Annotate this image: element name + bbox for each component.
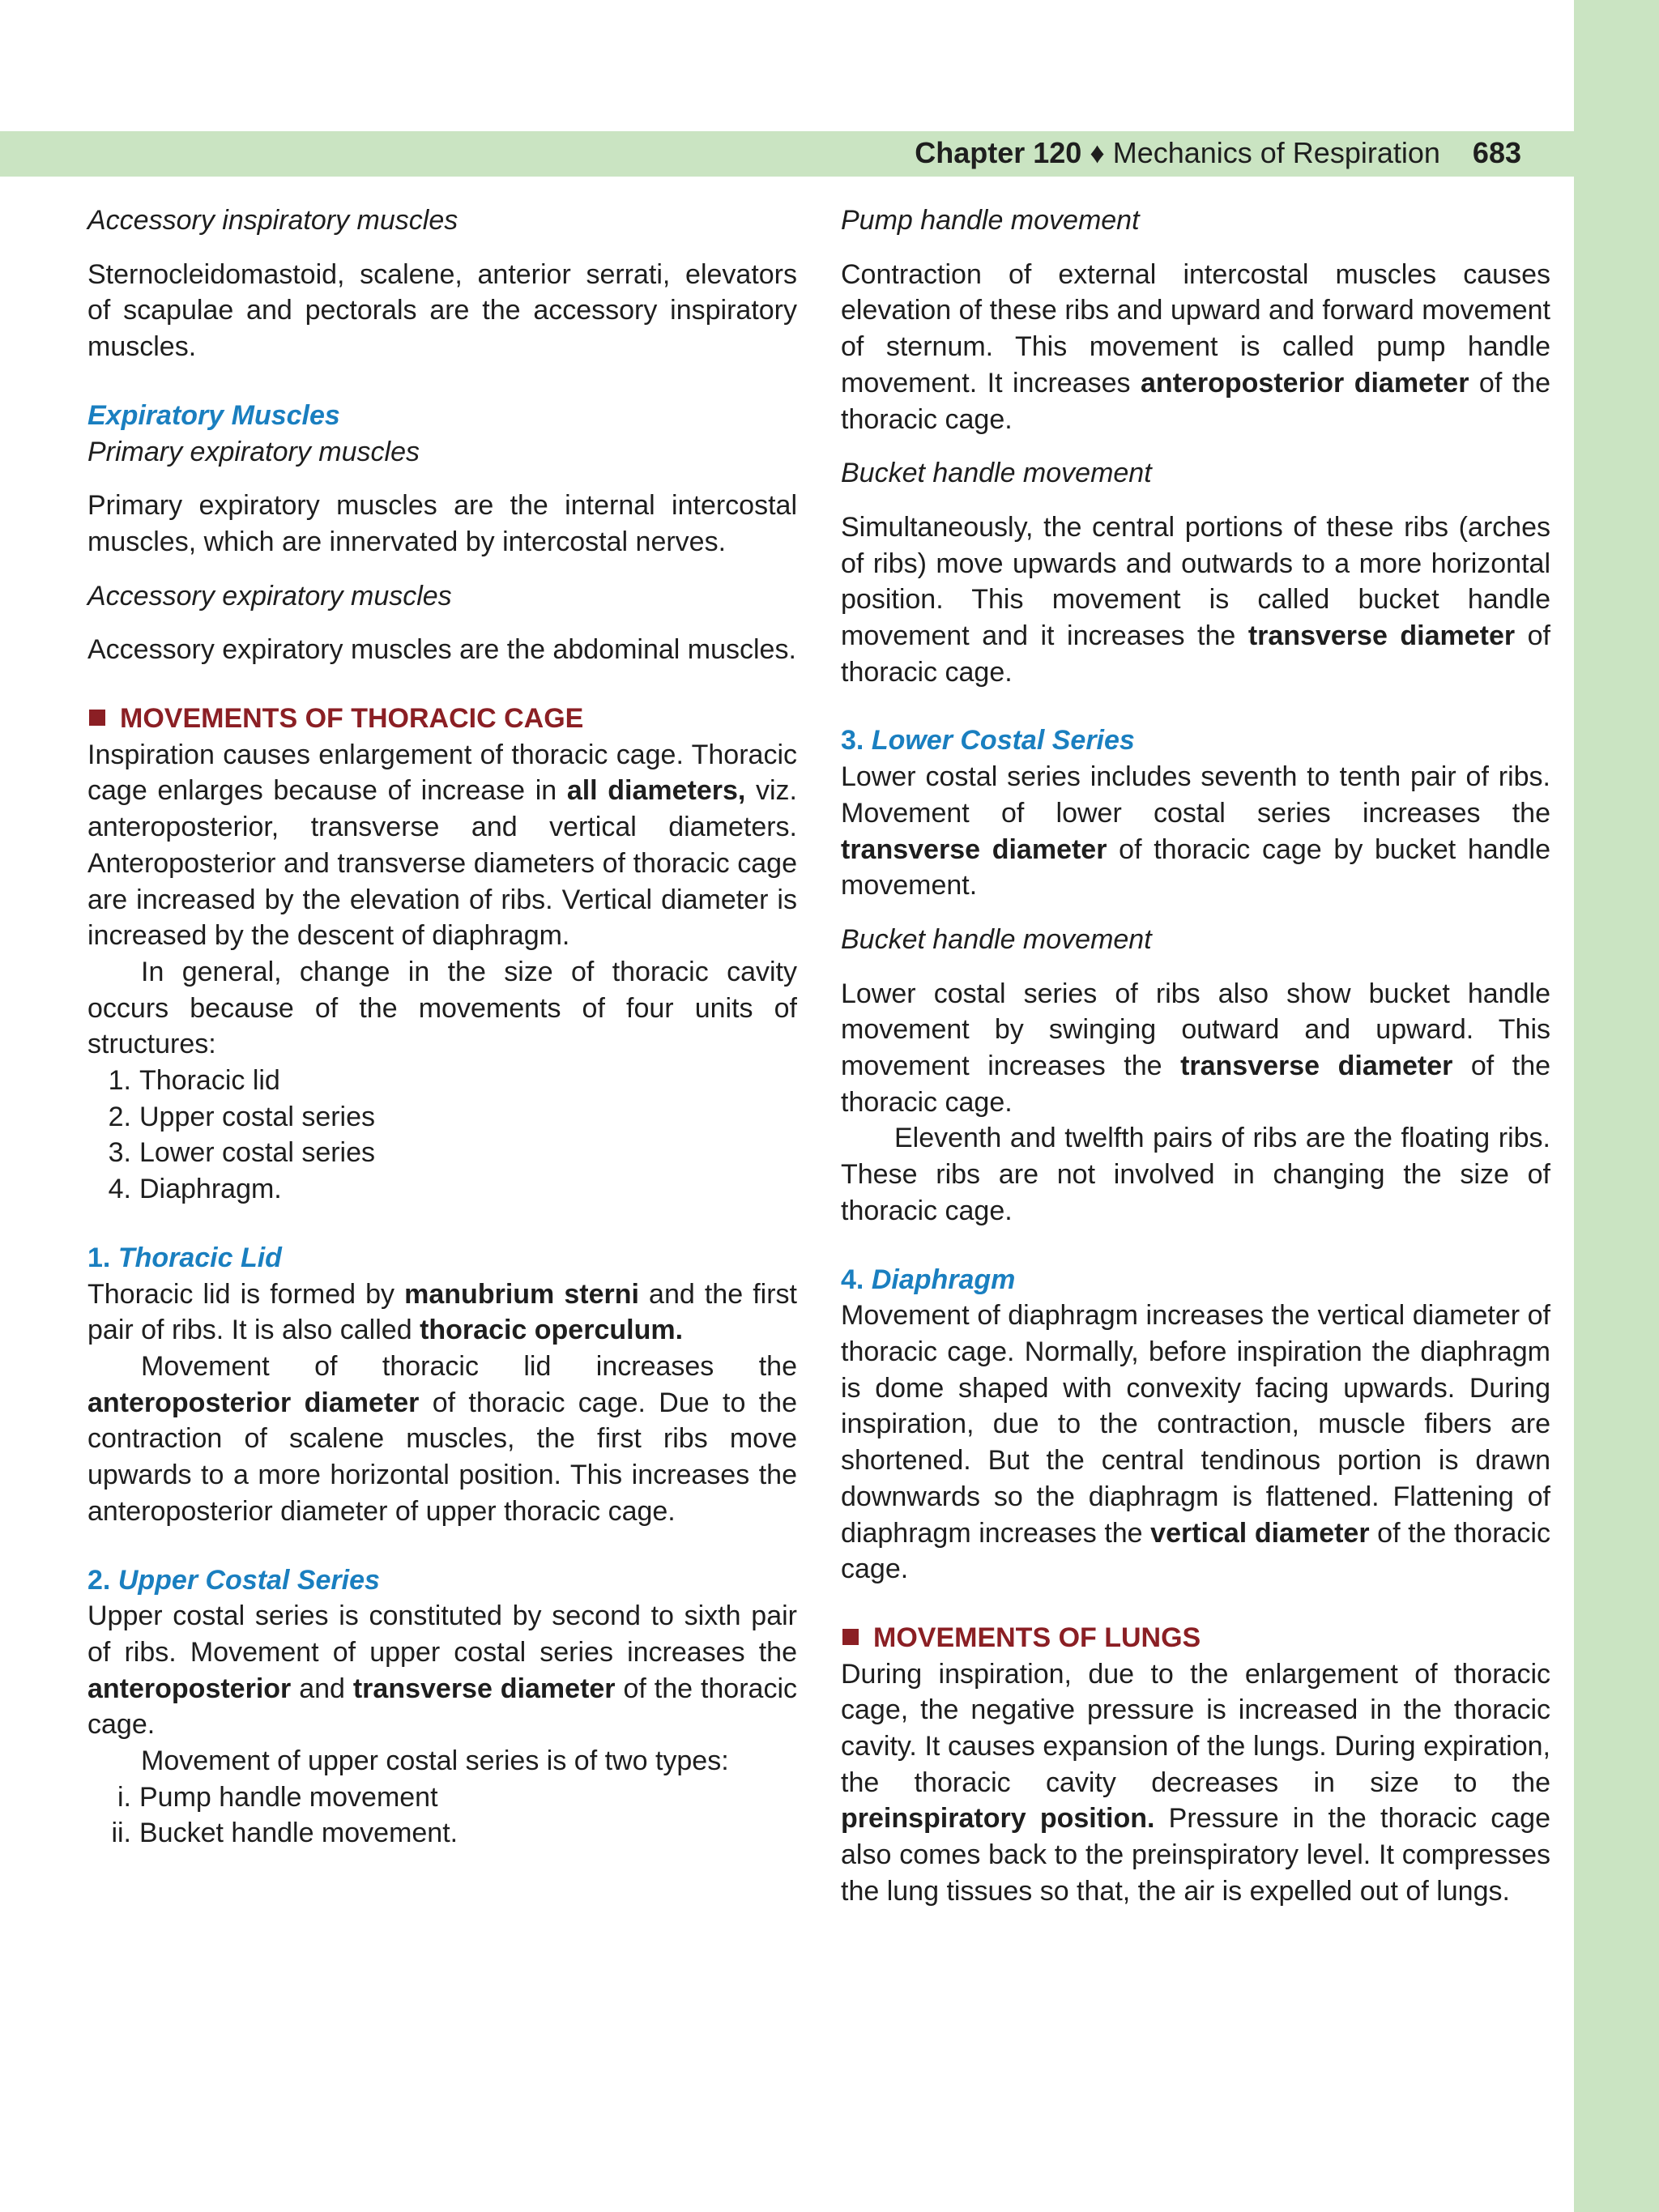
paragraph-pump-handle: Contraction of external intercostal muscles causes elevation of these ribs and upward and forward movement of sternum. This movement is called pump handle movement. It increases anteroposterior diameter of the thoracic cage. [841,258,1551,435]
left-column [87,202,797,1852]
paragraph-thoracic-lid: Thoracic lid is formed by manubrium sterni and the first pair of ribs. It is also called thoracic operculum. [87,1278,797,1346]
page-number: 683 [1472,136,1521,169]
subheading-accessory-expiratory: Accessory expiratory muscles [87,580,452,612]
paragraph-primary-expiratory: Primary expiratory muscles are the internal intercostal muscles, which are innervated by intercostal nerves. [87,490,797,557]
list-item: 3. Lower costal series [108,1137,376,1169]
heading-thoracic-lid: 1. Thoracic Lid [87,1242,282,1273]
units-list [87,1063,797,1208]
paragraph-thoracic-lid-movement: Movement of thoracic lid increases the anteroposterior diameter of thoracic cage. Due to the contraction of scalene muscles, the first ribs move upwards to a more horizontal position. This increases the anteroposterior diameter of upper thoracic cage. [87,1350,797,1527]
list-item: i. Pump handle movement [117,1781,438,1813]
square-bullet-icon [89,710,105,726]
heading-movements-thoracic-cage [87,701,797,737]
subheading-bucket-handle: Bucket handle movement [841,458,1152,489]
diamond-icon: ♦ [1090,136,1105,169]
heading-movements-of-lungs [841,1620,1550,1656]
paragraph-upper-costal-types: Movement of upper costal series is of two types: [141,1745,729,1777]
paragraph-accessory-inspiratory: Sternocleidomastoid, scalene, anterior serrati, elevators of scapulae and pectorals are the accessory inspiratory muscles. [87,258,797,363]
subheading-pump-handle: Pump handle movement [841,205,1140,236]
right-column [841,202,1550,1910]
page-edge-tab [1574,0,1659,2212]
paragraph-bucket-handle-lower: Lower costal series of ribs also show bucket handle movement by swinging outward and upward. This movement increases the transverse diameter of the thoracic cage. [841,978,1551,1118]
paragraph-movements-intro: Inspiration causes enlargement of thoracic cage. Thoracic cage enlarges because of increase in all diameters, viz. anteroposterior, transverse and vertical diameters. Anteroposterior and transverse diameters of thoracic cage are increased by the elevation of ribs. Vertical diameter is increased by the descent of diaphragm. [87,739,797,952]
list-item: 1. Thoracic lid [108,1065,280,1097]
chapter-title: Mechanics of Respiration [1112,136,1440,169]
paragraph-diaphragm: Movement of diaphragm increases the vertical diameter of thoracic cage. Normally, before inspiration the diaphragm is dome shaped with convexity facing upwards. During inspiration, due to the contraction, muscle fibers are shortened. But the central tendinous portion is drawn downwards so the diaphragm is flattened. Flattening of diaphragm increases the vertical diameter of the thoracic cage. [841,1300,1550,1585]
heading-lower-costal-series: 3. Lower Costal Series [841,725,1135,757]
paragraph-lower-costal: Lower costal series includes seventh to tenth pair of ribs. Movement of lower costal series increases the transverse diameter of thoracic cage by bucket handle movement. [841,761,1550,901]
running-head [915,134,1521,172]
heading-expiratory-muscles: Expiratory Muscles [87,399,340,431]
subheading-accessory-inspiratory: Accessory inspiratory muscles [87,205,458,236]
heading-upper-costal-series: 2. Upper Costal Series [87,1564,380,1596]
heading-text: MOVEMENTS OF THORACIC CAGE [120,703,584,735]
heading-text: MOVEMENTS OF LUNGS [873,1622,1201,1653]
paragraph-upper-costal: Upper costal series is constituted by second to sixth pair of ribs. Movement of upper costal series increases the anteroposterior and transverse diameter of the thoracic cage. [87,1600,797,1741]
paragraph-accessory-expiratory: Accessory expiratory muscles are the abdominal muscles. [87,634,796,666]
types-list [87,1779,797,1852]
heading-diaphragm: 4. Diaphragm [841,1264,1016,1295]
subheading-primary-expiratory: Primary expiratory muscles [87,436,420,467]
paragraph-lungs: During inspiration, due to the enlargement of thoracic cage, the negative pressure is increased in the thoracic cavity. It causes expansion of the lungs. During expiration, the thoracic cavity decreases in size to the preinspiratory position. Pressure in the thoracic cage also comes back to the preinspiratory level. It compresses the lung tissues so that, the air is expelled out of lungs. [841,1658,1550,1907]
square-bullet-icon [842,1629,859,1645]
paragraph-floating-ribs: Eleventh and twelfth pairs of ribs are the floating ribs. These ribs are not involved in changing the size of thoracic cage. [841,1123,1550,1226]
paragraph-four-units: In general, change in the size of thoracic cavity occurs because of the movements of four units of structures: [87,956,797,1060]
list-item: 4. Diaphragm. [108,1174,282,1205]
paragraph-bucket-handle: Simultaneously, the central portions of these ribs (arches of ribs) move upwards and outwards to a more horizontal position. This movement is called bucket handle movement and it increases the transverse diameter of thoracic cage. [841,511,1550,688]
list-item: ii. Bucket handle movement. [111,1818,458,1849]
list-item: 2. Upper costal series [108,1101,376,1132]
chapter-number: Chapter 120 [915,136,1082,169]
subheading-bucket-handle-lower: Bucket handle movement [841,923,1152,955]
